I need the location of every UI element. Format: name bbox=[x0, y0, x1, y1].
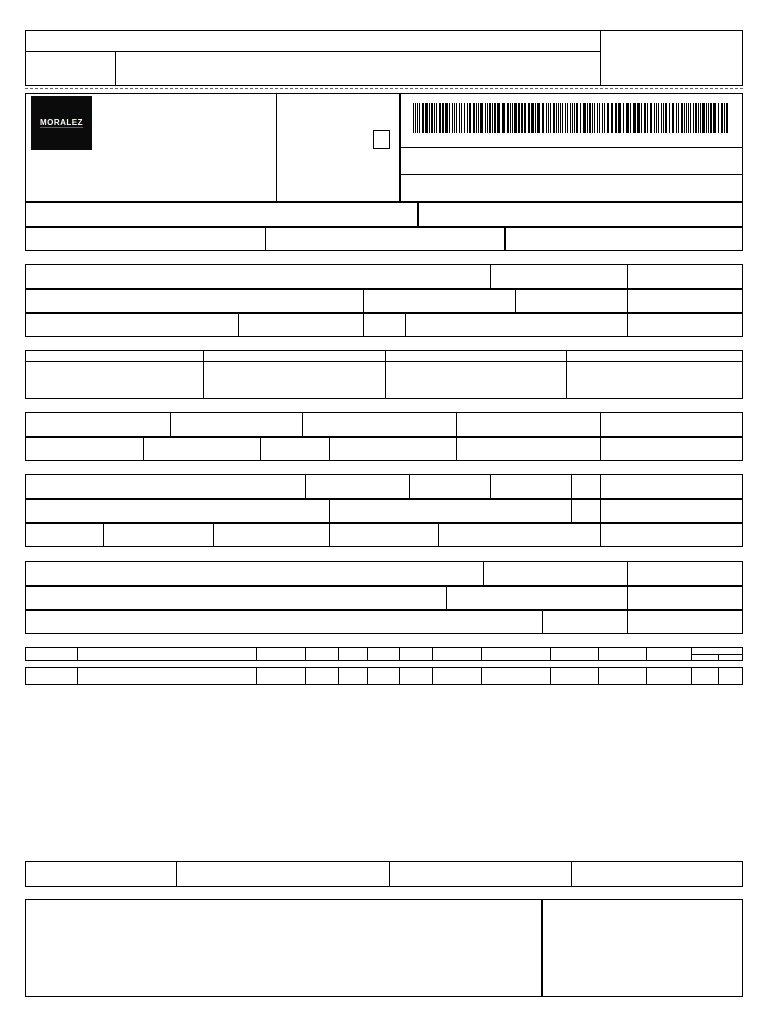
barcode-bar bbox=[464, 103, 465, 133]
barcode-bar bbox=[560, 103, 561, 133]
barcode bbox=[413, 103, 729, 133]
complementary-info-box bbox=[25, 899, 743, 997]
barcode-bar bbox=[663, 103, 664, 133]
recipient-state-field bbox=[363, 313, 406, 337]
barcode-bar bbox=[497, 103, 500, 133]
barcode-bar bbox=[572, 103, 573, 133]
barcode-bar bbox=[618, 103, 621, 133]
barcode-bar bbox=[669, 103, 670, 133]
tax-icms-base-field bbox=[25, 412, 171, 437]
barcode-bar bbox=[726, 103, 728, 133]
barcode-bar bbox=[467, 103, 468, 133]
extra-field-5 bbox=[446, 586, 628, 610]
tax-st-value-field bbox=[456, 412, 601, 437]
products-table-row bbox=[25, 667, 743, 685]
recipient-district-field bbox=[363, 289, 516, 313]
barcode-bar bbox=[678, 103, 679, 133]
products-row-divider bbox=[432, 667, 433, 685]
invoice-col-divider-2 bbox=[385, 350, 386, 399]
barcode-bar bbox=[556, 103, 557, 133]
barcode-bar bbox=[650, 103, 652, 133]
barcode-bar bbox=[439, 103, 441, 133]
barcode-bar bbox=[546, 103, 547, 133]
barcode-bar bbox=[518, 103, 520, 133]
products-row-divider bbox=[550, 667, 551, 685]
recipient-zip-field bbox=[515, 289, 628, 313]
barcode-bar bbox=[567, 103, 568, 133]
barcode-bar bbox=[693, 103, 694, 133]
tax-discount-field bbox=[260, 437, 330, 461]
barcode-bar bbox=[510, 103, 511, 133]
products-col-divider bbox=[367, 647, 368, 661]
barcode-bar bbox=[542, 103, 544, 133]
barcode-bar bbox=[637, 103, 640, 133]
products-table-header bbox=[25, 647, 743, 661]
carrier-plate-field bbox=[490, 474, 572, 499]
tax-insurance-field bbox=[143, 437, 261, 461]
receipt-header-right-divider bbox=[600, 30, 601, 86]
company-logo bbox=[31, 96, 92, 150]
carrier-state-field bbox=[571, 499, 601, 523]
invoice-col-divider-1 bbox=[203, 350, 204, 399]
products-row-divider bbox=[256, 667, 257, 685]
receipt-header-left-divider bbox=[115, 51, 116, 86]
extra-field-7 bbox=[25, 610, 543, 634]
barcode-bar bbox=[597, 103, 598, 133]
barcode-bar bbox=[602, 103, 603, 133]
barcode-bar bbox=[698, 103, 699, 133]
barcode-bar bbox=[686, 103, 687, 133]
barcode-bar bbox=[413, 103, 414, 133]
carrier-cnpj-field bbox=[600, 474, 743, 499]
extra-field-2 bbox=[483, 561, 628, 586]
barcode-bar bbox=[512, 103, 513, 133]
barcode-bar bbox=[587, 103, 588, 133]
products-col-divider bbox=[432, 647, 433, 661]
barcode-bar bbox=[574, 103, 575, 133]
barcode-bar bbox=[702, 103, 705, 133]
barcode-bar bbox=[442, 103, 444, 133]
recipient-address-field bbox=[25, 289, 364, 313]
barcode-bar bbox=[710, 103, 712, 133]
barcode-bar bbox=[592, 103, 593, 133]
barcode-bar bbox=[492, 103, 493, 133]
products-row-divider bbox=[691, 667, 692, 685]
carrier-name-field bbox=[25, 474, 306, 499]
barcode-bar bbox=[524, 103, 526, 133]
products-col-divider bbox=[598, 647, 599, 661]
fiscal-reserve-divider bbox=[541, 899, 543, 997]
carrier-gross-weight-field bbox=[438, 523, 601, 547]
tax-ipi-value-field bbox=[456, 437, 601, 461]
company-logo-text: MORALEZ bbox=[39, 118, 84, 127]
barcode-bar bbox=[676, 103, 677, 133]
barcode-bar bbox=[417, 103, 418, 133]
barcode-bar bbox=[654, 103, 655, 133]
carrier-quantity-field bbox=[25, 523, 104, 547]
products-col-divider bbox=[550, 647, 551, 661]
tax-invoice-total-field bbox=[600, 437, 743, 461]
barcode-bar bbox=[706, 103, 707, 133]
barcode-bar bbox=[626, 103, 629, 133]
products-row-divider bbox=[646, 667, 647, 685]
products-col-divider bbox=[481, 647, 482, 661]
barcode-bar bbox=[700, 103, 701, 133]
barcode-bar bbox=[452, 103, 453, 133]
issqn-total-services-field bbox=[176, 861, 390, 887]
barcode-bar bbox=[594, 103, 595, 133]
products-row-divider bbox=[481, 667, 482, 685]
barcode-bar bbox=[611, 103, 613, 133]
barcode-bar bbox=[724, 103, 725, 133]
exit-time-field bbox=[627, 313, 743, 337]
barcode-bar bbox=[604, 103, 605, 133]
barcode-bar bbox=[684, 103, 685, 133]
exit-date-field bbox=[627, 289, 743, 313]
barcode-bar bbox=[647, 103, 648, 133]
products-col-divider bbox=[338, 647, 339, 661]
entry-exit-checkbox[interactable] bbox=[373, 130, 390, 149]
tax-products-total-field bbox=[600, 412, 743, 437]
barcode-bar bbox=[487, 103, 488, 133]
barcode-bar bbox=[436, 103, 437, 133]
barcode-bar bbox=[570, 103, 571, 133]
carrier-numbering-field bbox=[329, 523, 439, 547]
barcode-bar bbox=[644, 103, 646, 133]
barcode-bar bbox=[576, 103, 578, 133]
receipt-header-divider bbox=[25, 51, 600, 52]
products-col-divider bbox=[256, 647, 257, 661]
barcode-bar bbox=[615, 103, 617, 133]
barcode-bar bbox=[469, 103, 471, 133]
barcode-bar bbox=[718, 103, 719, 133]
carrier-address-field bbox=[25, 499, 330, 523]
issue-date-field bbox=[627, 264, 743, 289]
recipient-ie-field bbox=[405, 313, 628, 337]
extra-field-3 bbox=[627, 561, 743, 586]
recipient-name-field bbox=[25, 264, 491, 289]
barcode-bar bbox=[641, 103, 642, 133]
products-row-divider bbox=[399, 667, 400, 685]
carrier-plate-state-field bbox=[571, 474, 601, 499]
barcode-bar bbox=[494, 103, 496, 133]
carrier-antt-field bbox=[409, 474, 491, 499]
issqn-municipal-reg-field bbox=[25, 861, 177, 887]
barcode-bar bbox=[599, 103, 600, 133]
barcode-bar bbox=[537, 103, 540, 133]
extra-field-4 bbox=[25, 586, 447, 610]
barcode-bar bbox=[454, 103, 455, 133]
authorization-protocol-field bbox=[418, 202, 743, 227]
barcode-bar bbox=[459, 103, 460, 133]
invoice-col-divider-3 bbox=[566, 350, 567, 399]
receipt-header-box bbox=[25, 30, 743, 86]
barcode-bar bbox=[672, 103, 674, 133]
recipient-city-field bbox=[25, 313, 239, 337]
barcode-bar bbox=[583, 103, 586, 133]
extra-field-8 bbox=[542, 610, 628, 634]
barcode-bar bbox=[656, 103, 657, 133]
barcode-bar bbox=[449, 103, 450, 133]
barcode-bar bbox=[425, 103, 428, 133]
barcode-bar bbox=[565, 103, 566, 133]
barcode-bar bbox=[589, 103, 591, 133]
barcode-bar bbox=[419, 103, 420, 133]
tax-icms-value-field bbox=[170, 412, 303, 437]
barcode-bar bbox=[461, 103, 462, 133]
barcode-bar bbox=[528, 103, 530, 133]
carrier-net-weight-field bbox=[600, 523, 743, 547]
barcode-bar bbox=[473, 103, 475, 133]
barcode-bar bbox=[422, 103, 424, 133]
barcode-bar bbox=[507, 103, 509, 133]
barcode-bar bbox=[535, 103, 536, 133]
products-row-divider bbox=[718, 667, 719, 685]
barcode-bar bbox=[695, 103, 697, 133]
barcode-bar bbox=[623, 103, 624, 133]
barcode-bar bbox=[553, 103, 555, 133]
barcode-bar bbox=[661, 103, 662, 133]
products-col-divider bbox=[718, 654, 719, 661]
invoice-box bbox=[25, 350, 743, 399]
barcode-bar bbox=[456, 103, 457, 133]
issqn-base-field bbox=[389, 861, 572, 887]
extra-field-1 bbox=[25, 561, 484, 586]
products-col-divider bbox=[77, 647, 78, 661]
barcode-bar bbox=[721, 103, 723, 133]
issqn-value-field bbox=[571, 861, 743, 887]
carrier-species-field bbox=[103, 523, 214, 547]
barcode-bar bbox=[658, 103, 659, 133]
products-row-divider bbox=[77, 667, 78, 685]
barcode-bar bbox=[665, 103, 667, 133]
cnpj-field bbox=[505, 227, 743, 251]
barcode-bar bbox=[548, 103, 549, 133]
carrier-ie-field bbox=[600, 499, 743, 523]
barcode-bar bbox=[478, 103, 479, 133]
barcode-bar bbox=[607, 103, 609, 133]
barcode-bar bbox=[480, 103, 483, 133]
barcode-bar bbox=[708, 103, 709, 133]
carrier-brand-field bbox=[213, 523, 330, 547]
operation-nature-field bbox=[25, 202, 418, 227]
barcode-bar bbox=[630, 103, 631, 133]
extra-field-6 bbox=[627, 586, 743, 610]
recipient-cnpj-field bbox=[490, 264, 628, 289]
access-key-divider-1 bbox=[400, 147, 743, 148]
access-key-divider-2 bbox=[400, 174, 743, 175]
products-col-divider bbox=[305, 647, 306, 661]
barcode-bar bbox=[633, 103, 636, 133]
barcode-bar bbox=[485, 103, 486, 133]
barcode-bar bbox=[521, 103, 523, 133]
products-col-divider bbox=[399, 647, 400, 661]
barcode-bar bbox=[713, 103, 716, 133]
barcode-bar bbox=[558, 103, 559, 133]
barcode-bar bbox=[562, 103, 563, 133]
substitute-registration-field bbox=[265, 227, 505, 251]
products-row-divider bbox=[338, 667, 339, 685]
recipient-phone-field bbox=[238, 313, 364, 337]
barcode-bar bbox=[476, 103, 477, 133]
cut-line bbox=[25, 88, 743, 89]
barcode-bar bbox=[489, 103, 491, 133]
products-aliquot-split bbox=[691, 654, 743, 655]
extra-field-9 bbox=[627, 610, 743, 634]
barcode-bar bbox=[445, 103, 448, 133]
barcode-bar bbox=[415, 103, 416, 133]
barcode-bar bbox=[688, 103, 689, 133]
tax-freight-field bbox=[25, 437, 144, 461]
barcode-bar bbox=[580, 103, 581, 133]
barcode-bar bbox=[514, 103, 517, 133]
barcode-bar bbox=[550, 103, 551, 133]
carrier-city-field bbox=[329, 499, 572, 523]
products-col-divider bbox=[646, 647, 647, 661]
products-row-divider bbox=[305, 667, 306, 685]
barcode-bar bbox=[681, 103, 683, 133]
barcode-bar bbox=[431, 103, 433, 133]
products-row-divider bbox=[367, 667, 368, 685]
barcode-bar bbox=[429, 103, 430, 133]
barcode-bar bbox=[531, 103, 534, 133]
barcode-bar bbox=[690, 103, 691, 133]
invoice-header-divider bbox=[25, 361, 743, 362]
state-registration-field bbox=[25, 227, 266, 251]
products-row-divider bbox=[598, 667, 599, 685]
tax-st-base-field bbox=[302, 412, 457, 437]
carrier-freight-mode-field bbox=[305, 474, 410, 499]
tax-other-expenses-field bbox=[329, 437, 457, 461]
barcode-bar bbox=[434, 103, 435, 133]
barcode-bar bbox=[502, 103, 505, 133]
